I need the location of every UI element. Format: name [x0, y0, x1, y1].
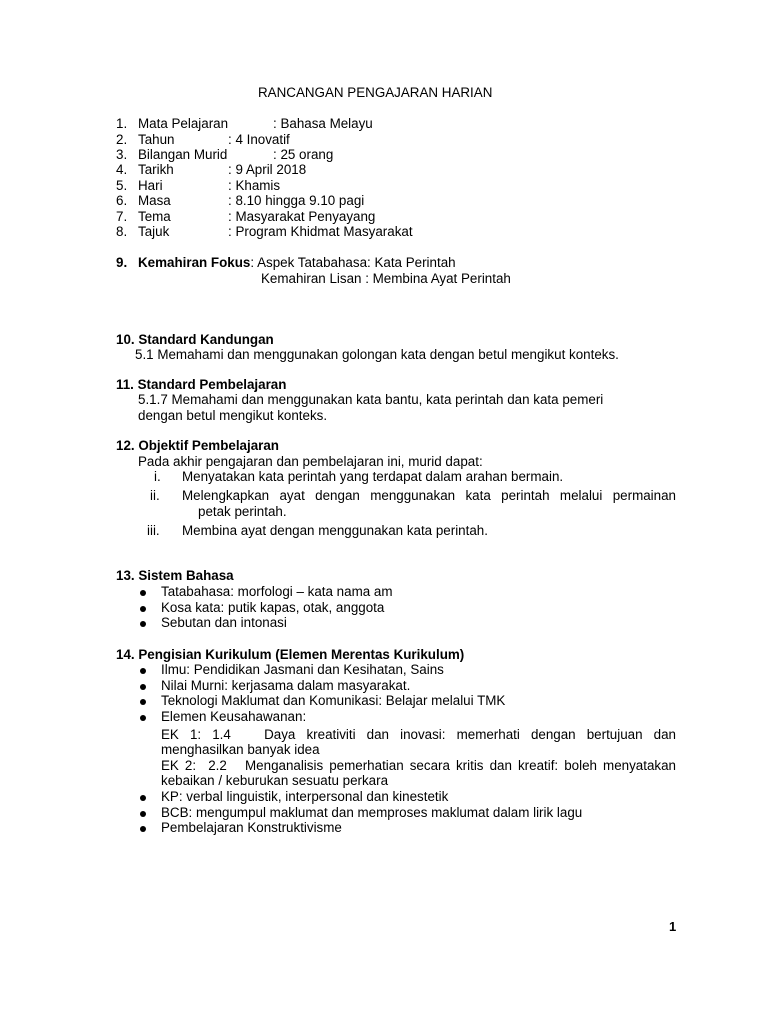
info-num: 1. — [116, 116, 128, 131]
bullet-icon — [140, 590, 146, 596]
bullet-icon — [140, 715, 146, 721]
bullet-icon — [140, 699, 146, 705]
bullet-icon — [140, 621, 146, 627]
info-value: : Bahasa Melayu — [273, 116, 373, 131]
objective-num: i. — [154, 469, 161, 484]
info-value: : Masyarakat Penyayang — [228, 209, 376, 224]
info-num: 6. — [116, 193, 128, 208]
info-label: Tema — [138, 209, 171, 224]
info-num: 2. — [116, 132, 128, 147]
section-heading: 13. Sistem Bahasa — [116, 568, 234, 583]
section-text: 5.1 Memahami dan menggunakan golongan kata dengan betul mengikut konteks. — [135, 347, 619, 362]
ek1-line: EK 1: 1.4 Daya kreativiti dan inovasi: memerhati dengan bertujuan dan — [161, 727, 676, 742]
bullet-icon — [140, 811, 146, 817]
section-heading: Kemahiran Fokus — [138, 255, 251, 270]
info-label: Masa — [138, 193, 171, 208]
section-number: 9. — [116, 255, 128, 270]
list-item: KP: verbal linguistik, interpersonal dan kinestetik — [161, 789, 449, 804]
objective-text: Melengkapkan ayat dengan menggunakan kata perintah melalui permainan — [182, 488, 676, 503]
bullet-icon — [140, 606, 146, 612]
list-item: Nilai Murni: kerjasama dalam masyarakat. — [161, 678, 411, 693]
info-num: 3. — [116, 147, 128, 162]
bullet-icon — [140, 684, 146, 690]
list-item: Teknologi Maklumat dan Komunikasi: Belajar melalui TMK — [161, 693, 506, 708]
ek2-line: EK 2: 2.2 Menganalisis pemerhatian secara kritis dan kreatif: boleh menyatakan — [161, 758, 676, 773]
info-label: Hari — [138, 178, 163, 193]
section-text: dengan betul mengikut konteks. — [138, 408, 328, 423]
objective-text-cont: petak perintah. — [198, 504, 287, 519]
info-num: 7. — [116, 209, 128, 224]
info-label: Tarikh — [138, 162, 174, 177]
section-line — [138, 255, 456, 270]
objective-text: Menyatakan kata perintah yang terdapat dalam arahan bermain. — [182, 469, 564, 484]
ek2-line-cont: kebaikan / keburukan sesuatu perkara — [161, 773, 389, 788]
page-title: RANCANGAN PENGAJARAN HARIAN — [258, 85, 493, 100]
list-item: Tatabahasa: morfologi – kata nama am — [161, 584, 393, 599]
info-label: Mata Pelajaran — [138, 116, 229, 131]
list-item: Kosa kata: putik kapas, otak, anggota — [161, 600, 385, 615]
list-item: BCB: mengumpul maklumat dan memproses maklumat dalam lirik lagu — [161, 805, 583, 820]
bullet-icon — [140, 668, 146, 674]
info-num: 4. — [116, 162, 128, 177]
objective-text: Membina ayat dengan menggunakan kata perintah. — [182, 523, 488, 538]
section-text: : Aspek Tatabahasa: Kata Perintah — [250, 255, 456, 270]
info-label: Tajuk — [138, 224, 170, 239]
list-item: Elemen Keusahawanan: — [161, 709, 307, 724]
section-text: 5.1.7 Memahami dan menggunakan kata bantu, kata perintah dan kata pemeri — [138, 392, 604, 407]
info-value: : Program Khidmat Masyarakat — [228, 224, 413, 239]
info-num: 5. — [116, 178, 128, 193]
list-item: Sebutan dan intonasi — [161, 615, 287, 630]
bullet-icon — [140, 795, 146, 801]
info-label: Tahun — [138, 132, 175, 147]
bullet-icon — [140, 826, 146, 832]
section-heading: 11. Standard Pembelajaran — [116, 377, 287, 392]
info-value: : 4 Inovatif — [228, 132, 290, 147]
page-number: 1 — [669, 919, 677, 934]
info-label: Bilangan Murid — [138, 147, 228, 162]
objective-num: iii. — [147, 523, 160, 538]
info-value: : Khamis — [228, 178, 281, 193]
info-value: : 9 April 2018 — [228, 162, 307, 177]
info-value: : 8.10 hingga 9.10 pagi — [228, 193, 365, 208]
list-item: Ilmu: Pendidikan Jasmani dan Kesihatan, Sains — [161, 662, 444, 677]
ek1-line-cont: menghasilkan banyak idea — [161, 742, 320, 757]
section-heading: 12. Objektif Pembelajaran — [116, 438, 279, 453]
list-item: Pembelajaran Konstruktivisme — [161, 820, 342, 835]
section-intro: Pada akhir pengajaran dan pembelajaran ini, murid dapat: — [138, 454, 483, 469]
info-num: 8. — [116, 224, 128, 239]
section-text: Kemahiran Lisan : Membina Ayat Perintah — [261, 271, 511, 286]
objective-num: ii. — [150, 488, 160, 503]
info-value: : 25 orang — [273, 147, 334, 162]
section-heading: 14. Pengisian Kurikulum (Elemen Merentas Kurikulum) — [116, 647, 465, 662]
section-heading: 10. Standard Kandungan — [116, 332, 274, 347]
